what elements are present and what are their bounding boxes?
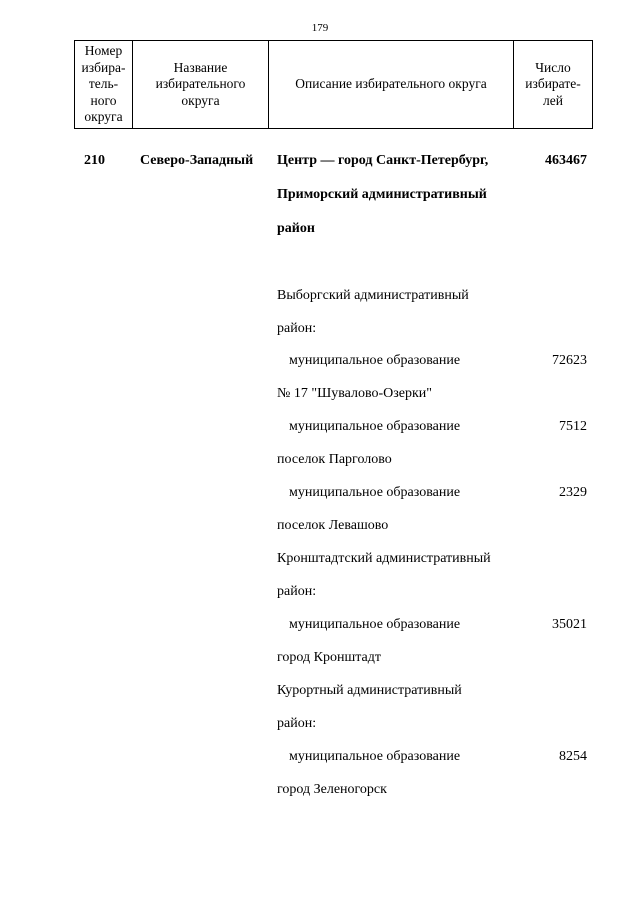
header-district-description: Описание избирательного округа: [269, 41, 514, 128]
district-title-line: район: [277, 221, 315, 236]
header-voter-count: Число избирате- лей: [525, 59, 581, 108]
section-title-line: район:: [277, 321, 317, 336]
entry-voter-count: 35021: [552, 617, 587, 632]
district-total-voters: 463467: [545, 153, 587, 168]
district-title-line: Приморский административный: [277, 187, 487, 202]
entry-line: город Зеленогорск: [277, 782, 387, 797]
page-number: 179: [311, 22, 329, 34]
entry-line: поселок Левашово: [277, 518, 389, 533]
section-title-line: Кронштадтский административный: [277, 551, 491, 566]
entry-line: город Кронштадт: [277, 650, 381, 665]
entry-line: муниципальное образование: [289, 353, 461, 368]
entry-line: муниципальное образование: [289, 749, 461, 764]
entry-voter-count: 7512: [559, 419, 587, 434]
district-name: Северо-Западный: [140, 153, 254, 168]
entry-line: поселок Парголово: [277, 452, 392, 467]
entry-line: № 17 "Шувалово-Озерки": [277, 386, 432, 401]
section-title-line: район:: [277, 584, 317, 599]
section-title-line: район:: [277, 716, 317, 731]
district-number: 210: [84, 153, 105, 168]
section-title-line: Выборгский административный: [277, 288, 469, 303]
section-title-line: Курортный административный: [277, 683, 462, 698]
table-header: [74, 40, 593, 129]
entry-voter-count: 8254: [559, 749, 587, 764]
entry-voter-count: 2329: [559, 485, 587, 500]
entry-line: муниципальное образование: [289, 617, 461, 632]
header-district-name: Название избирательного округа: [133, 41, 269, 128]
entry-voter-count: 72623: [552, 353, 587, 368]
district-title-line: Центр — город Санкт-Петербург,: [277, 153, 489, 168]
entry-line: муниципальное образование: [289, 485, 461, 500]
header-district-number: Номер избира- тель- ного округа: [75, 41, 133, 128]
entry-line: муниципальное образование: [289, 419, 461, 434]
